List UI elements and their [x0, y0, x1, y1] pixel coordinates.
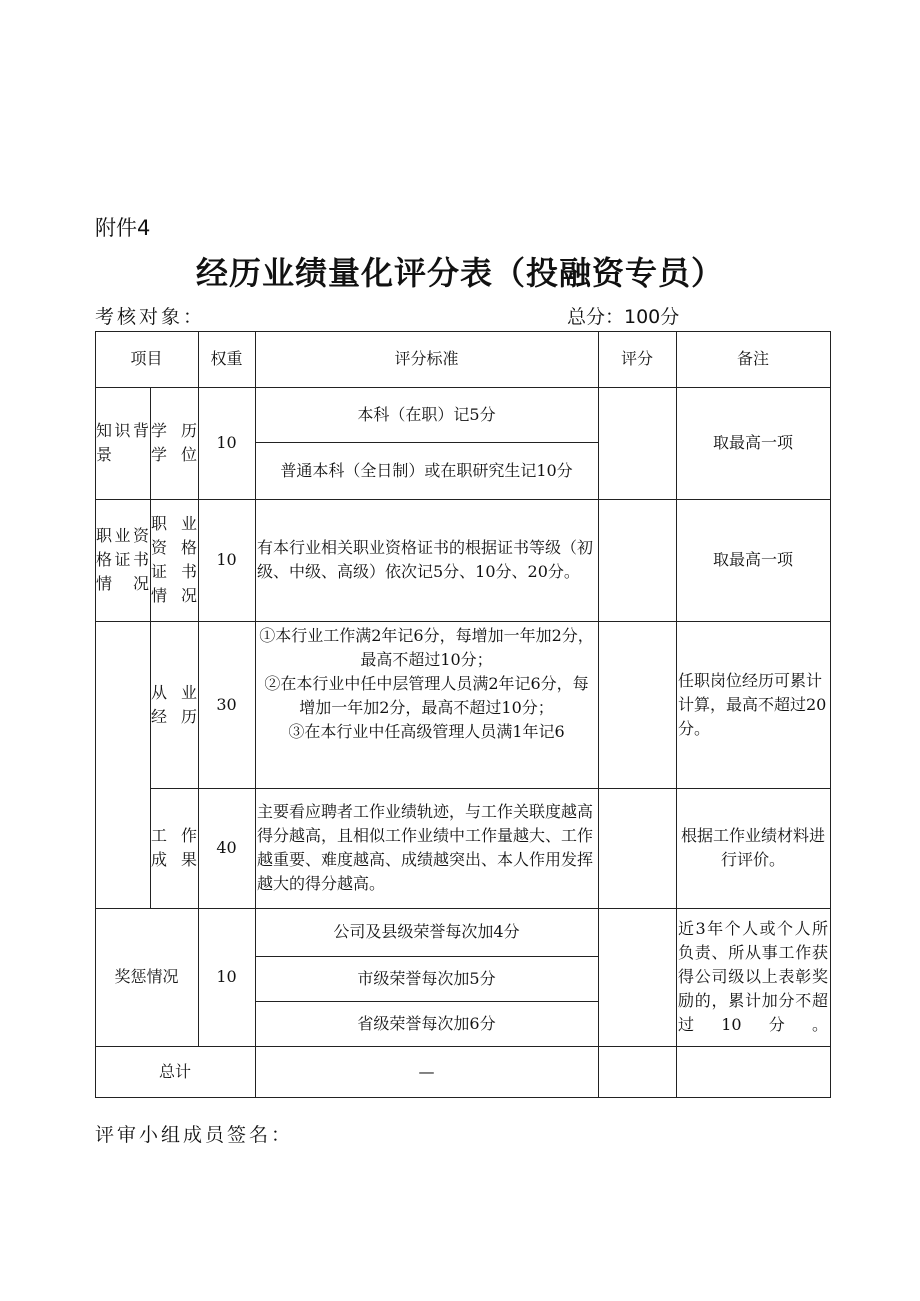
experience-criteria-1: ①本行业工作满2年记6分，每增加一年加2分，最高不超过10分； [259, 626, 594, 669]
awards-score[interactable] [598, 908, 676, 1046]
knowledge-remark: 取最高一项 [712, 433, 793, 452]
page-title: 经历业绩量化评分表（投融资专员） [195, 254, 724, 292]
achievement-weight: 40 [216, 838, 237, 857]
certificate-remark: 取最高一项 [712, 550, 793, 569]
certificate-category: 职业资格证书情况 [96, 526, 149, 593]
knowledge-weight: 10 [216, 433, 237, 452]
experience-criteria-2: ②在本行业中任中层管理人员满2年记6分，每增加一年加2分，最高不超过10分； [264, 674, 589, 717]
header-remark: 备注 [736, 349, 769, 368]
total-score[interactable] [598, 1046, 676, 1097]
certificate-criteria: 有本行业相关职业资格证书的根据证书等级（初级、中级、高级）依次记5分、10分、20分。 [257, 538, 594, 581]
header-weight: 权重 [210, 349, 243, 368]
awards-criteria-1: 公司及县级荣誉每次加4分 [333, 922, 520, 941]
experience-sub: 从业经历 [151, 682, 197, 726]
knowledge-sub: 学历学位 [151, 421, 197, 464]
experience-weight: 30 [216, 694, 237, 714]
certificate-weight: 10 [216, 550, 237, 569]
experience-score[interactable] [598, 621, 676, 788]
knowledge-criteria-1: 本科（在职）记5分 [357, 404, 496, 424]
knowledge-category: 知识背景 [96, 421, 149, 464]
knowledge-score[interactable] [598, 387, 676, 499]
awards-criteria-2: 市级荣誉每次加5分 [357, 968, 496, 988]
achievement-remark: 根据工作业绩材料进行评价。 [680, 826, 825, 869]
certificate-sub: 职业资格证书情况 [151, 514, 197, 605]
header-item: 项目 [130, 349, 163, 368]
awards-criteria-3: 省级荣誉每次加6分 [357, 1013, 496, 1033]
subject-label: 考核对象： [95, 306, 206, 328]
achievement-sub: 工作成果 [151, 826, 197, 869]
total-label: 总计 [158, 1061, 191, 1081]
achievement-score[interactable] [598, 788, 676, 908]
awards-weight: 10 [216, 967, 237, 986]
attachment-label: 附件4 [95, 216, 151, 240]
experience-criteria-3: ③在本行业中任高级管理人员满1年记6 [288, 722, 565, 741]
header-criteria: 评分标准 [394, 349, 459, 368]
achievement-criteria: 主要看应聘者工作业绩轨迹，与工作关联度越高得分越高，且相似工作业绩中工作量越大、工作越重要、难度越高、成绩越突出、本人作用发挥越大的得分越高。 [257, 802, 594, 893]
signature-label: 评审小组成员签名： [95, 1124, 294, 1146]
awards-category: 奖惩情况 [114, 967, 179, 986]
awards-remark: 近3年个人或个人所负责、所从事工作获得公司级以上表彰奖励的，累计加分不超过10分。 [678, 919, 828, 1034]
total-criteria: — [418, 1061, 435, 1081]
experience-remark: 任职岗位经历可累计计算，最高不超过20分。 [678, 670, 827, 738]
certificate-score[interactable] [598, 499, 676, 621]
knowledge-criteria-2: 普通本科（全日制）或在职研究生记10分 [280, 460, 573, 480]
total-score-label: 总分：100分 [567, 306, 680, 328]
total-remark [676, 1046, 830, 1097]
experience-criteria [255, 621, 598, 788]
header-score: 评分 [620, 349, 653, 368]
